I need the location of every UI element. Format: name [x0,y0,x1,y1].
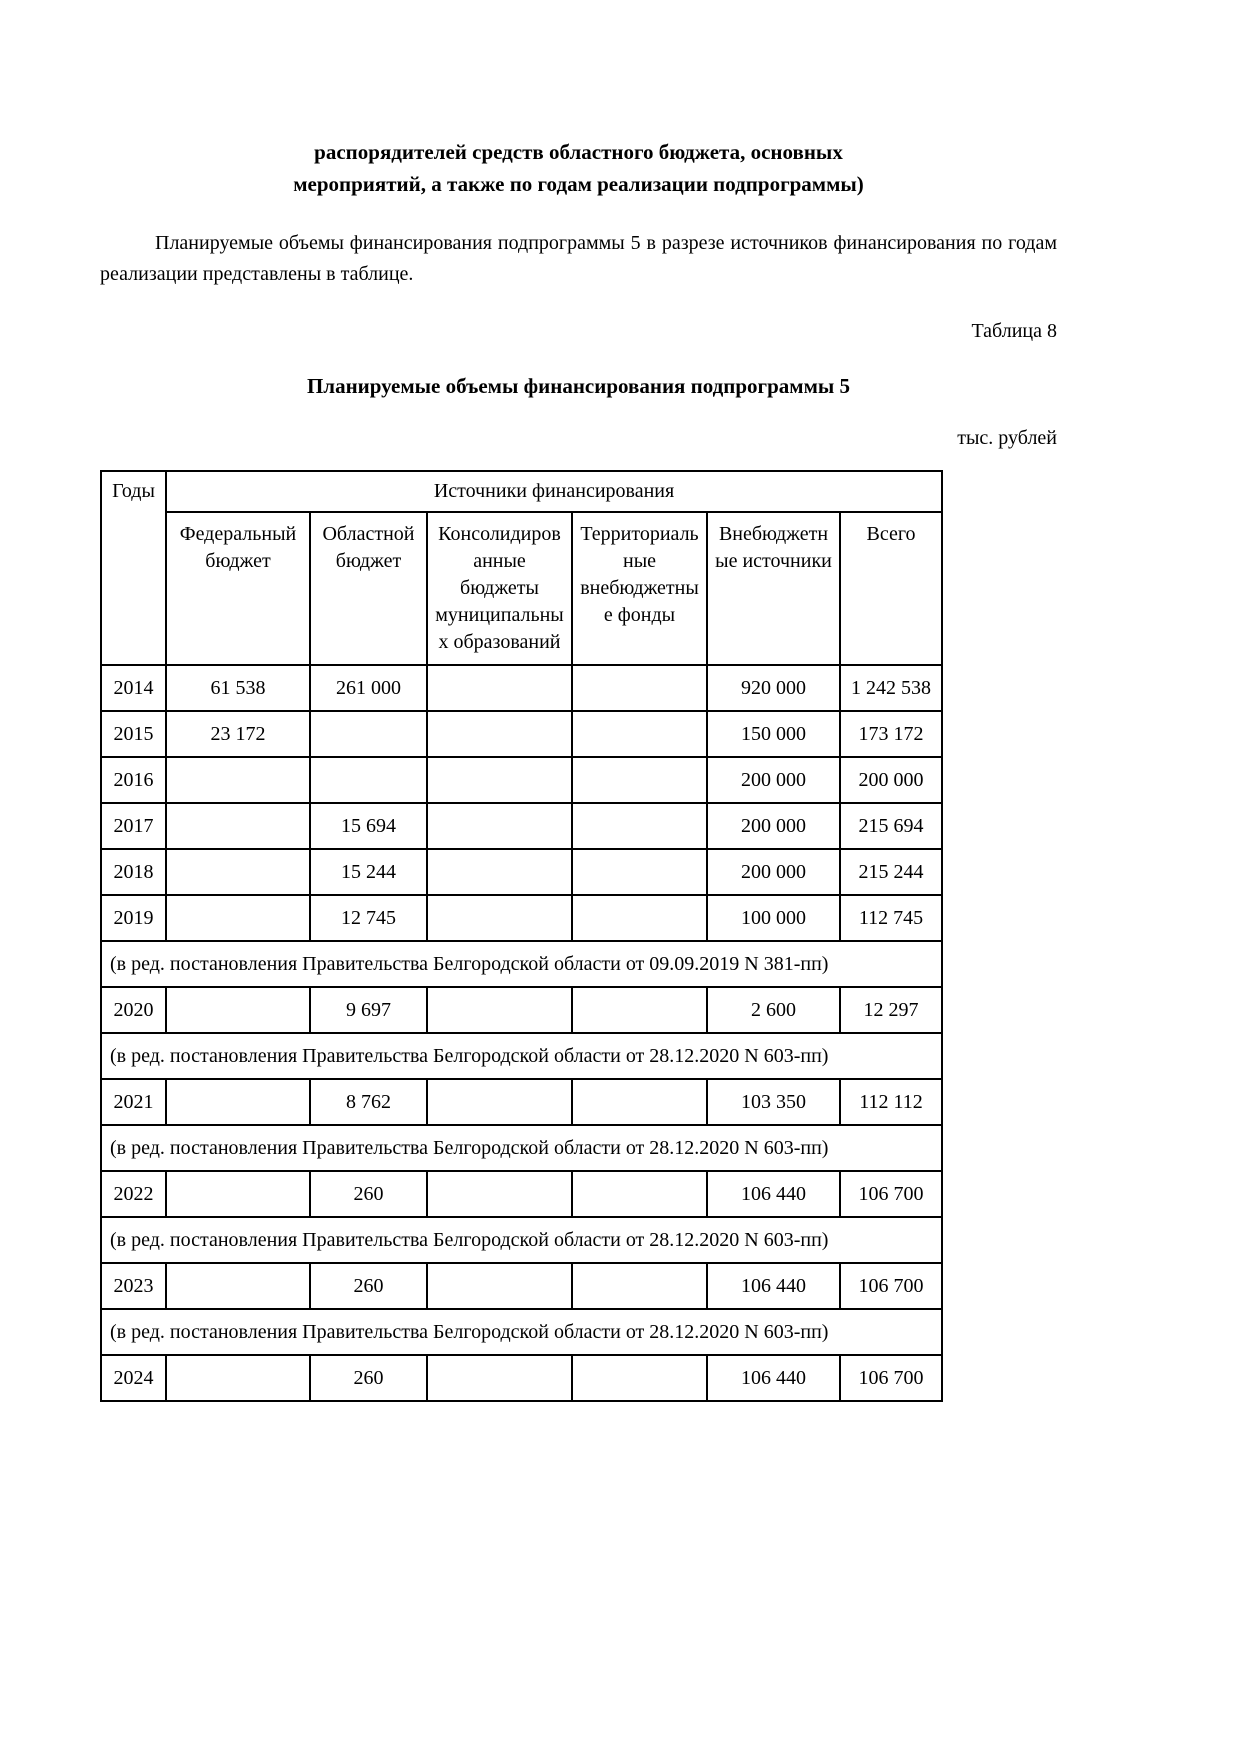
units-label: тыс. рублей [957,427,1057,449]
value-cell: 200 000 [707,803,840,849]
value-cell [427,711,572,757]
column-header-regional-budget: Областной бюджет [310,512,427,665]
column-header-federal-budget: Федеральный бюджет [166,512,310,665]
value-cell: 200 000 [707,757,840,803]
document-heading-line-1: распорядителей средств областного бюджета, основных [314,140,843,164]
value-cell [427,665,572,711]
year-cell: 2014 [101,665,166,711]
value-cell [572,1263,707,1309]
finance-table [100,470,943,1402]
value-cell [166,895,310,941]
value-cell: 215 244 [840,849,942,895]
value-cell [572,1171,707,1217]
value-cell [166,1079,310,1125]
document-heading [100,136,1057,200]
value-cell: 100 000 [707,895,840,941]
value-cell: 12 297 [840,987,942,1033]
value-cell: 15 244 [310,849,427,895]
data-row [101,849,942,895]
data-row [101,1263,942,1309]
year-cell: 2016 [101,757,166,803]
value-cell [166,1171,310,1217]
year-cell: 2019 [101,895,166,941]
value-cell: 112 745 [840,895,942,941]
amendment-note-row [101,1033,942,1079]
value-cell: 106 700 [840,1171,942,1217]
document-content [100,0,1057,1402]
table-title: Планируемые объемы финансирования подпрограммы 5 [306,374,851,398]
column-header-total: Всего [840,512,942,665]
value-cell [166,1355,310,1401]
value-cell: 1 242 538 [840,665,942,711]
value-cell [572,757,707,803]
year-cell: 2015 [101,711,166,757]
value-cell [166,987,310,1033]
value-cell [572,665,707,711]
amendment-note-row [101,941,942,987]
amendment-note: (в ред. постановления Правительства Белгородской области от 28.12.2020 N 603-пп) [101,1033,942,1079]
value-cell [427,849,572,895]
value-cell: 61 538 [166,665,310,711]
value-cell [572,895,707,941]
value-cell [166,1263,310,1309]
value-cell: 103 350 [707,1079,840,1125]
column-header-row [101,512,942,665]
amendment-note-row [101,1125,942,1171]
value-cell: 106 440 [707,1171,840,1217]
value-cell [427,1171,572,1217]
data-row [101,1079,942,1125]
column-header-extrabudgetary-sources: Внебюджетные источники [707,512,840,665]
column-header-consolidated-municipal-budgets: Консолидированные бюджеты муниципальных образований [427,512,572,665]
value-cell: 112 112 [840,1079,942,1125]
value-cell: 260 [310,1263,427,1309]
value-cell: 260 [310,1355,427,1401]
value-cell [427,803,572,849]
data-row [101,803,942,849]
year-cell: 2021 [101,1079,166,1125]
data-row [101,665,942,711]
value-cell [166,757,310,803]
data-row [101,1171,942,1217]
value-cell [572,1355,707,1401]
value-cell [166,849,310,895]
value-cell [572,803,707,849]
data-row [101,895,942,941]
value-cell: 106 700 [840,1355,942,1401]
document-heading-line-2: мероприятий, а также по годам реализации подпрограммы) [293,172,864,196]
value-cell [572,1079,707,1125]
amendment-note: (в ред. постановления Правительства Белгородской области от 28.12.2020 N 603-пп) [101,1125,942,1171]
sources-group-header: Источники финансирования [166,471,942,512]
amendment-note-row [101,1309,942,1355]
value-cell: 173 172 [840,711,942,757]
year-cell: 2022 [101,1171,166,1217]
year-cell: 2024 [101,1355,166,1401]
value-cell [572,711,707,757]
value-cell: 12 745 [310,895,427,941]
year-cell: 2023 [101,1263,166,1309]
value-cell: 106 440 [707,1355,840,1401]
value-cell: 15 694 [310,803,427,849]
value-cell [572,849,707,895]
value-cell [427,757,572,803]
value-cell: 23 172 [166,711,310,757]
value-cell: 200 000 [707,849,840,895]
value-cell [427,987,572,1033]
data-row [101,711,942,757]
value-cell: 200 000 [840,757,942,803]
year-cell: 2020 [101,987,166,1033]
value-cell: 261 000 [310,665,427,711]
amendment-note: (в ред. постановления Правительства Белгородской области от 28.12.2020 N 603-пп) [101,1217,942,1263]
years-column-header: Годы [101,471,166,665]
data-row [101,757,942,803]
table-number-label: Таблица 8 [971,320,1057,342]
group-header-row [101,471,942,512]
value-cell [427,895,572,941]
year-cell: 2018 [101,849,166,895]
value-cell: 215 694 [840,803,942,849]
intro-paragraph: Планируемые объемы финансирования подпрограммы 5 в разрезе источников финансирования по годам реализации представлены в таблице. [100,232,1057,285]
amendment-note-row [101,1217,942,1263]
value-cell: 8 762 [310,1079,427,1125]
value-cell [166,803,310,849]
value-cell: 150 000 [707,711,840,757]
value-cell [427,1355,572,1401]
value-cell [427,1263,572,1309]
amendment-note: (в ред. постановления Правительства Белгородской области от 09.09.2019 N 381-пп) [101,941,942,987]
value-cell: 920 000 [707,665,840,711]
value-cell: 106 700 [840,1263,942,1309]
year-cell: 2017 [101,803,166,849]
amendment-note: (в ред. постановления Правительства Белгородской области от 28.12.2020 N 603-пп) [101,1309,942,1355]
data-row [101,987,942,1033]
finance-table-body [101,665,942,1401]
data-row [101,1355,942,1401]
value-cell: 2 600 [707,987,840,1033]
column-header-territorial-extrabudgetary-funds: Территориальные внебюджетные фонды [572,512,707,665]
value-cell [310,757,427,803]
value-cell: 9 697 [310,987,427,1033]
value-cell: 260 [310,1171,427,1217]
value-cell: 106 440 [707,1263,840,1309]
value-cell [310,711,427,757]
value-cell [572,987,707,1033]
value-cell [427,1079,572,1125]
